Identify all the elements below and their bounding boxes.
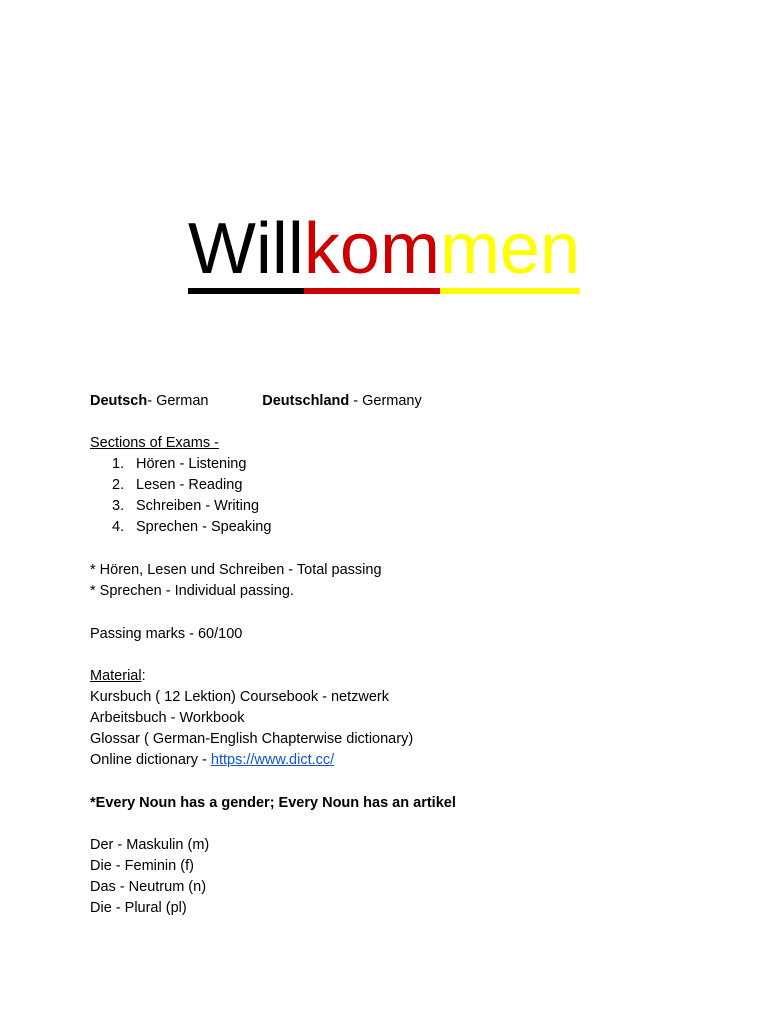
list-item: 1. Hören - Listening [112, 456, 247, 472]
material-item: Kursbuch ( 12 Lektion) Coursebook - netzwerk [90, 689, 390, 705]
online-dictionary-label: Online dictionary - [90, 752, 211, 768]
article-das: Das - Neutrum (n) [90, 879, 207, 895]
article-die-plural: Die - Plural (pl) [90, 900, 187, 916]
intro-line [90, 391, 730, 412]
material-heading: Material [90, 668, 142, 684]
material-heading-line: Material: [90, 668, 146, 684]
dict-cc-link[interactable]: https://www.dict.cc/ [210, 752, 335, 768]
passing-note-individual: * Sprechen - Individual passing. [90, 583, 294, 599]
page-title [0, 206, 768, 294]
list-item: 3. Schreiben - Writing [112, 498, 260, 514]
document-body [90, 391, 730, 919]
intro-meaning-germany: - Germany [349, 393, 422, 409]
material-item: Glossar ( German-English Chapterwise dictionary) [90, 731, 414, 747]
intro-word-deutsch: Deutsch [90, 393, 148, 409]
title-part-red: kom [304, 210, 440, 294]
title-part-gold: men [440, 210, 580, 294]
article-der: Der - Maskulin (m) [90, 837, 210, 853]
passing-marks: Passing marks - 60/100 [90, 626, 243, 642]
sections-list [90, 454, 730, 538]
online-dictionary-line [90, 750, 730, 771]
title-part-black: Will [188, 210, 304, 294]
noun-rule: *Every Noun has a gender; Every Noun has an artikel [90, 795, 456, 811]
sections-heading: Sections of Exams - [90, 435, 219, 451]
material-item: Arbeitsbuch - Workbook [90, 710, 245, 726]
article-die: Die - Feminin (f) [90, 858, 194, 874]
passing-note-total: * Hören, Lesen und Schreiben - Total passing [90, 562, 382, 578]
list-item: 4. Sprechen - Speaking [112, 519, 272, 535]
intro-word-deutschland: Deutschland [262, 393, 350, 409]
intro-meaning-german: - German [147, 393, 209, 409]
list-item: 2. Lesen - Reading [112, 477, 243, 493]
